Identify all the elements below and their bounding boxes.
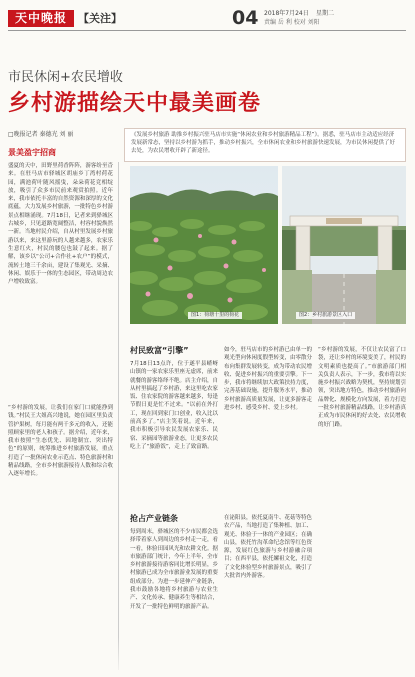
photo2-caption: 图2：乡村旅游景区入口 — [296, 312, 355, 319]
column-divider — [118, 162, 119, 670]
article-kicker: 市民休闲+农民增收 — [8, 70, 123, 85]
issue-date: 2018年7月24日 — [264, 10, 309, 17]
lotus-pond-photo — [130, 166, 278, 324]
section-heading-a: 景美盈宇招商 — [8, 148, 56, 157]
section-heading-b: 村民致富“引擎” — [130, 346, 189, 355]
photo1-caption: 图1：荷塘十里的荷花 — [188, 312, 242, 319]
header-divider — [8, 30, 406, 31]
lotus-pond-image — [130, 166, 278, 324]
body-column-4: 如今，驻马店市的乡村游已由单一的观光型向休闲度假型转变，由零散分布向集群发展转变，成为带动农民增收、促进乡村振兴的重要引擎。下一步，我市将继续加大政策扶持力度，完善基础设施，提升服务水平，推动乡村旅游高质量发展，让更多游客走进乡村、感受乡村、爱上乡村。 — [224, 347, 312, 412]
article-lead-box: 《发展乡村旅游 助推乡村振兴驻马店市实施“休闲农业和乡村旅游精品工程”》。据悉，驻马店市主动适应经济发展新常态，坚持以乡村游为抓手，推动乡村振兴，全市休闲农业和乡村旅游快速发展，为市民休闲提供了好去处，为农民增收开辟了新途径。 — [124, 128, 406, 162]
body-column-6: 在泌阳县，依托夏南牛、花菇等特色农产品，当地打造了集种植、加工、观光、体验于一体的产业园区；在确山县，依托竹沟革命纪念馆等红色资源，发展红色旅游与乡村游融合项目；在西平县，依托嫘祖文化，打造了文化体验型乡村旅游景点，吸引了大批省内外游客。 — [224, 515, 312, 580]
article-byline: □晚报记者 秦德光 刘 丽 — [8, 131, 74, 138]
masthead-logo: 天中晚报 — [8, 10, 74, 27]
section-tag: 【关注】 — [78, 12, 122, 25]
section-heading-c: 抢占产业链条 — [130, 514, 178, 523]
issue-weekday: 星期二 — [316, 10, 335, 17]
body-column-5: 每到周末，驿城区的不少市民都会选择带着家人到周边的乡村走一走，看一看，体验田园风光和农耕文化。据市旅游部门统计，今年上半年，全市乡村旅游接待游客同比增长明显，乡村旅游已成为全市旅游业发展的重要组成部分。为进一步延伸产业链条，我市鼓励各地将乡村旅游与农业生产、文化传承、健康养生等相结合，开发了一批特色鲜明的旅游产品。 — [130, 529, 218, 610]
body-column-2: “乡村游的发展，让我们在家门口就能挣到钱。”村民王大姐高兴地说，她在园区里负责管护果树，每月能有两千多元的收入，还能照顾家里的老人和孩子。据介绍，近年来，我市按照“生态优先、因地制宜、突出特色”的原则，统筹推进乡村旅游发展，重点打造了一批休闲农业示范点、特色旅游村和精品线路，全市乡村旅游接待人数和综合收入逐年增长。 — [8, 405, 113, 478]
body-column-3: 7月18日13点许，位于遂平县嵖岈山镇的一家农家乐里座无虚席，前来就餐的游客络绎不绝。店主介绍，自从村里搞起了乡村游，来这里吃农家饭、住农家院的游客越来越多，每逢节假日更是忙不过来。“以前在外打工，现在回到家门口创业，收入比以前高多了。”店主笑着说。近年来，我市积极引导农民发展农家乐、民宿、采摘园等旅游业态，让更多农民吃上了“旅游饭”，走上了致富路。 — [130, 361, 218, 450]
body-column-7: “乡村游的发展，不仅让农民富了口袋，还让乡村的环境变美了，村民的文明素质也提高了。”市旅游部门相关负责人表示，下一步，我市将以实施乡村振兴战略为契机，坚持规划引领，突出地方特色，推动乡村旅游向品牌化、规模化方向发展，着力打造一批乡村旅游精品线路，让乡村游真正成为市民休闲的好去处、农民增收的好门路。 — [318, 347, 406, 428]
article-headline: 乡村游描绘天中最美画卷 — [8, 90, 262, 116]
page-bottom-fade — [0, 637, 415, 677]
body-column-1: 盛夏的天中，田野里荷香阵阵，游客纷至沓来。在驻马店市驿城区胡庙乡丁湾村荷花园，满池荷叶随风摇曳，朵朵荷花竞相绽放，吸引了众多市民前来观赏拍照。近年来，我市依托丰富的自然资源和深厚的文化底蕴，大力发展乡村旅游，一批特色乡村游景点相继涌现。7月18日，记者来到驿城区古城乡，只见道路宽阔整洁，村容村貌焕然一新。当地村民介绍，自从村里发展乡村旅游以来，来这里游玩的人越来越多，农家乐生意红火，村民的腰包也鼓了起来。据了解，该乡以“公司+合作社+农户”的模式，流转土地三千余亩，建设了集观光、采摘、休闲、娱乐于一体的生态园区，带动周边农户增收致富。 — [8, 163, 113, 286]
editor-credits: 责编 岳 利 校对 刘阳 — [264, 19, 320, 26]
page-number: 04 — [232, 7, 259, 29]
village-gate-image — [282, 166, 406, 324]
village-gate-photo — [282, 166, 406, 324]
